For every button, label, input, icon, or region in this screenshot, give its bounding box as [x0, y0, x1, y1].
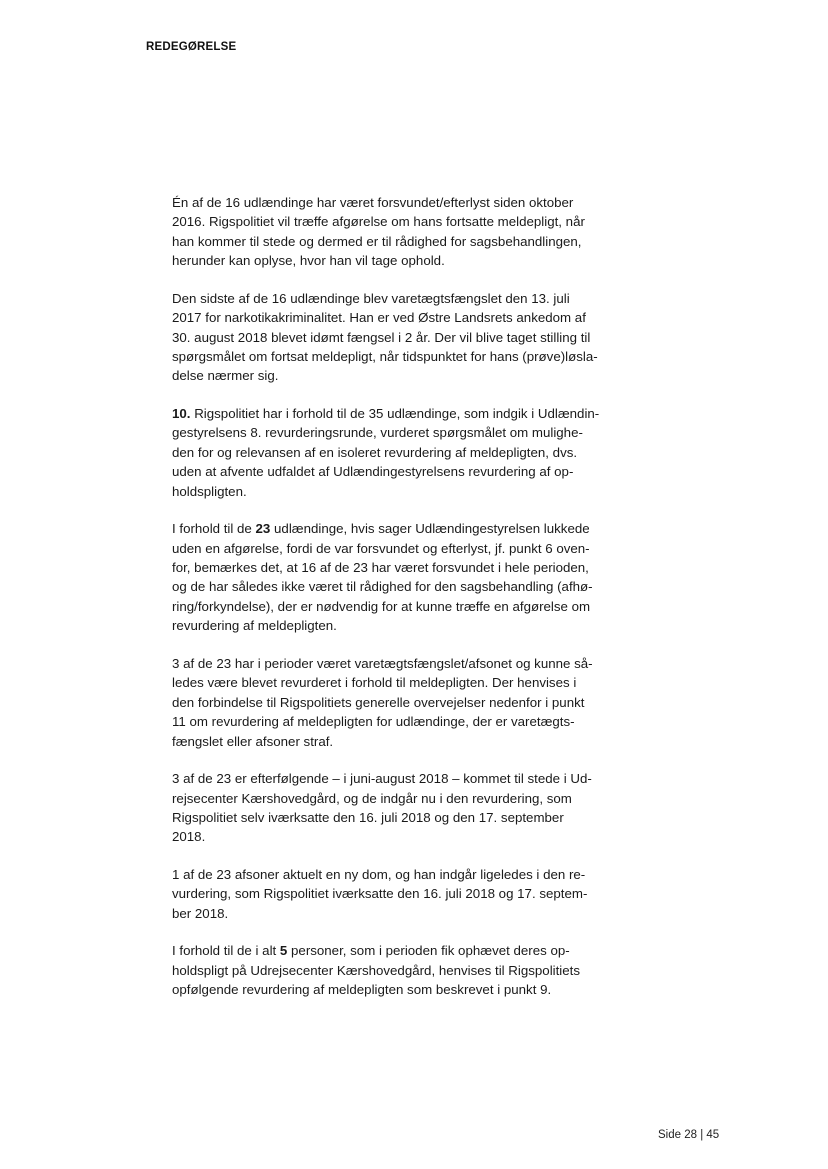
- text-line: [172, 482, 622, 501]
- text-segment: I forhold til de i alt: [172, 943, 280, 959]
- text-line: [172, 289, 622, 308]
- text-segment: 11 om revurdering af meldepligten for udlændinge, der er varetægts-: [172, 714, 575, 730]
- text-segment: opfølgende revurdering af meldepligten som beskrevet i punkt 9.: [172, 982, 552, 998]
- text-line: [172, 328, 622, 347]
- text-segment: for, bemærkes det, at 16 af de 23 har været forsvundet i hele perioden,: [172, 560, 589, 576]
- text-line: [172, 251, 622, 270]
- text-line: [172, 404, 622, 423]
- text-segment: han kommer til stede og dermed er til rådighed for sagsbehandlingen,: [172, 233, 582, 249]
- text-segment: holdspligt på Udrejsecenter Kærshovedgård, henvises til Rigspolitiets: [172, 962, 580, 978]
- text-line: [172, 961, 622, 980]
- text-segment: ber 2018.: [172, 905, 229, 921]
- text-segment: delse nærmer sig.: [172, 368, 279, 384]
- text-line: [172, 577, 622, 596]
- text-segment: den forbindelse til Rigspolitiets generelle overvejelser nedenfor i punkt: [172, 694, 585, 710]
- paragraph: [172, 519, 622, 635]
- text-line: [172, 712, 622, 731]
- text-line: [172, 808, 622, 827]
- text-line: [172, 539, 622, 558]
- text-segment: 30. august 2018 blevet idømt fængsel i 2 år. Der vil blive taget stilling til: [172, 329, 591, 345]
- paragraph: [172, 289, 622, 386]
- text-segment: Rigspolitiet selv iværksatte den 16. juli 2018 og den 17. september: [172, 809, 564, 825]
- paragraph: [172, 654, 622, 751]
- text-segment: holdspligten.: [172, 483, 247, 499]
- text-line: [172, 789, 622, 808]
- bold-text: 5: [279, 943, 288, 959]
- text-segment: og de har således ikke været til rådighed for den sagsbehandling (afhø-: [172, 579, 593, 595]
- text-segment: herunder kan oplyse, hvor han vil tage ophold.: [172, 253, 445, 269]
- text-segment: den for og relevansen af en isoleret revurdering af meldepligten, dvs.: [172, 444, 578, 460]
- text-line: [172, 462, 622, 481]
- text-segment: udlændinge, hvis sager Udlændingestyrelsen lukkede: [270, 521, 590, 537]
- document-body: [172, 193, 622, 1018]
- paragraph: [172, 769, 622, 847]
- text-segment: I forhold til de: [172, 521, 256, 537]
- text-segment: 2016. Rigspolitiet vil træffe afgørelse om hans fortsatte meldepligt, når: [172, 214, 585, 230]
- text-line: [172, 654, 622, 673]
- text-segment: 3 af de 23 har i perioder været varetægtsfængslet/afsonet og kunne så-: [172, 655, 593, 671]
- text-segment: 2017 for narkotikakriminalitet. Han er ved Østre Landsrets ankedom af: [172, 310, 586, 326]
- text-line: [172, 519, 622, 538]
- text-line: [172, 980, 622, 999]
- paragraph: [172, 865, 622, 923]
- text-line: [172, 366, 622, 385]
- text-segment: 2018.: [172, 829, 206, 845]
- text-line: [172, 673, 622, 692]
- text-line: [172, 769, 622, 788]
- paragraph: [172, 404, 622, 501]
- text-line: [172, 443, 622, 462]
- text-segment: revurdering af meldepligten.: [172, 618, 337, 634]
- text-line: [172, 865, 622, 884]
- text-line: [172, 423, 622, 442]
- text-segment: 3 af de 23 er efterfølgende – i juni-august 2018 – kommet til stede i Ud-: [172, 771, 592, 787]
- text-segment: 1 af de 23 afsoner aktuelt en ny dom, og han indgår ligeledes i den re-: [172, 866, 586, 882]
- bold-text: 10.: [172, 406, 191, 422]
- text-line: [172, 884, 622, 903]
- text-segment: rejsecenter Kærshovedgård, og de indgår nu i den revurdering, som: [172, 790, 572, 806]
- text-segment: uden at afvente udfaldet af Udlændingestyrelsens revurdering af op-: [172, 464, 574, 480]
- text-line: [172, 347, 622, 366]
- page-number: Side 28 | 45: [658, 1129, 720, 1141]
- text-segment: vurdering, som Rigspolitiet iværksatte den 16. juli 2018 og 17. septem-: [172, 886, 588, 902]
- text-line: [172, 597, 622, 616]
- text-segment: Én af de 16 udlændinge har været forsvundet/efterlyst siden oktober: [172, 195, 574, 210]
- document-header-title: REDEGØRELSE: [146, 41, 237, 53]
- text-line: [172, 827, 622, 846]
- text-line: [172, 232, 622, 251]
- text-segment: personer, som i perioden fik ophævet deres op-: [287, 943, 570, 959]
- text-segment: Den sidste af de 16 udlændinge blev varetægtsfængslet den 13. juli: [172, 290, 570, 306]
- text-segment: fængslet eller afsoner straf.: [172, 733, 334, 749]
- text-line: [172, 193, 622, 212]
- text-segment: Rigspolitiet har i forhold til de 35 udlændinge, som indgik i Udlændin-: [190, 406, 600, 422]
- text-segment: uden en afgørelse, fordi de var forsvundet og efterlyst, jf. punkt 6 oven-: [172, 540, 590, 556]
- text-line: [172, 616, 622, 635]
- paragraph: [172, 193, 622, 271]
- text-segment: gestyrelsens 8. revurderingsrunde, vurderet spørgsmålet om mulighe-: [172, 425, 583, 441]
- text-line: [172, 904, 622, 923]
- text-line: [172, 941, 622, 960]
- text-line: [172, 212, 622, 231]
- text-segment: spørgsmålet om fortsat meldepligt, når tidspunktet for hans (prøve)løsla-: [172, 349, 598, 365]
- text-segment: ledes være blevet revurderet i forhold til meldepligten. Der henvises i: [172, 675, 577, 691]
- text-line: [172, 693, 622, 712]
- text-line: [172, 308, 622, 327]
- text-line: [172, 558, 622, 577]
- text-segment: ring/forkyndelse), der er nødvendig for at kunne træffe en afgørelse om: [172, 598, 591, 614]
- text-line: [172, 732, 622, 751]
- paragraph: [172, 941, 622, 999]
- bold-text: 23: [255, 521, 271, 537]
